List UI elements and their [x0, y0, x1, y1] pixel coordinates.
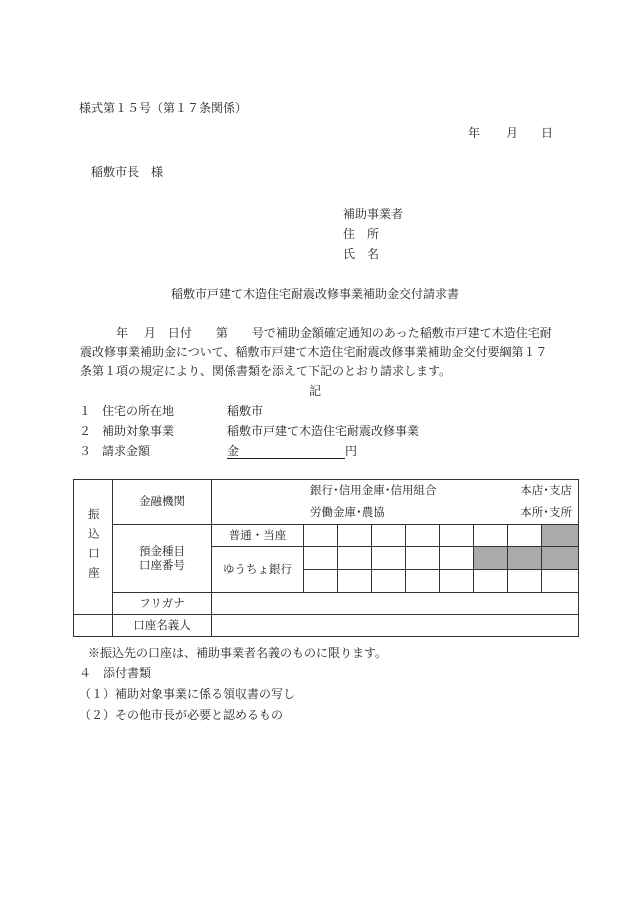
institution-types-2: 労働金庫･農協: [310, 505, 385, 520]
date-year: 年: [468, 126, 481, 140]
address-label: 住 所: [343, 227, 380, 241]
digit-cell[interactable]: [474, 525, 508, 547]
deposit-type-normal[interactable]: 普通・当座: [212, 525, 304, 547]
bank-account-table: [73, 479, 579, 637]
ki-heading: 記: [308, 384, 321, 398]
digit-cell[interactable]: [508, 525, 542, 547]
item-value: 稲敷市戸建て木造住宅耐震改修事業: [227, 424, 420, 438]
account-note: ※振込先の口座は、補助事業者名義のものに限ります。: [88, 646, 388, 660]
institution-line-1[interactable]: [212, 480, 579, 503]
digit-cell[interactable]: [304, 570, 338, 593]
digit-cell-disabled: [474, 547, 508, 570]
item-label: 補助対象事業: [102, 424, 175, 438]
digit-cell[interactable]: [542, 570, 579, 593]
furigana-label: フリガナ: [113, 593, 212, 615]
amount-suffix: 円: [345, 444, 358, 458]
digit-cell[interactable]: [440, 525, 474, 547]
holder-label: 口座名義人: [113, 615, 212, 637]
digit-cell-disabled: [508, 547, 542, 570]
side-label: 振込口座: [86, 508, 101, 586]
digit-cell-disabled: [542, 547, 579, 570]
name-label: 氏 名: [343, 247, 380, 261]
body-line: 年 月 日付 第 号で補助金額確定通知のあった稲敷市戸建て木造住宅耐: [116, 326, 552, 340]
account-label: 預金種目 口座番号: [113, 525, 212, 593]
item-label: 住宅の所在地: [102, 404, 175, 418]
date-day: 日: [541, 126, 554, 140]
item-value: 稲敷市: [227, 404, 264, 418]
item-number: ２: [79, 424, 92, 438]
digit-cell[interactable]: [304, 525, 338, 547]
digit-cell[interactable]: [508, 570, 542, 593]
amount-prefix: 金: [227, 444, 240, 458]
digit-cell[interactable]: [372, 570, 406, 593]
digit-cell[interactable]: [372, 547, 406, 570]
applicant-label: 補助事業者: [343, 207, 404, 221]
body-line: 条第１項の規定により、関係書類を添えて下記のとおり請求します。: [80, 364, 452, 378]
digit-cell[interactable]: [406, 525, 440, 547]
body-line: 震改修事業補助金について、稲敷市戸建て木造住宅耐震改修事業補助金交付要綱第１７: [80, 345, 548, 359]
document-title: 稲敷市戸建て木造住宅耐震改修事業補助金交付請求書: [170, 287, 459, 301]
digit-cell-disabled: [542, 525, 579, 547]
digit-cell[interactable]: [440, 570, 474, 593]
furigana-field[interactable]: [212, 593, 579, 615]
digit-cell[interactable]: [338, 547, 372, 570]
digit-cell[interactable]: [440, 547, 474, 570]
attachments-heading: ４ 添付書類: [79, 666, 152, 680]
deposit-type-yucho[interactable]: ゆうちょ銀行: [212, 547, 304, 593]
attachment-item: （１）補助対象事業に係る領収書の写し: [79, 687, 296, 701]
digit-cell[interactable]: [338, 570, 372, 593]
digit-cell[interactable]: [338, 525, 372, 547]
side-label-cell: [74, 480, 113, 615]
item-number: １: [79, 404, 92, 418]
digit-cell[interactable]: [474, 570, 508, 593]
digit-cell[interactable]: [304, 547, 338, 570]
body-text: [80, 324, 600, 381]
branch-types-1: 本店･支店: [520, 483, 573, 498]
form-number: 様式第１５号（第１７条関係）: [79, 101, 248, 115]
digit-cell[interactable]: [372, 525, 406, 547]
institution-types-1: 銀行･信用金庫･信用組合: [310, 483, 437, 498]
amount-field: [227, 444, 357, 459]
attachment-item: （２）その他市長が必要と認めるもの: [79, 708, 284, 722]
item-label: 請求金額: [102, 444, 151, 458]
applicant-block: [343, 207, 403, 267]
attachments: [79, 666, 295, 729]
item-number: ３: [79, 444, 92, 458]
digit-cell[interactable]: [406, 547, 440, 570]
institution-label: 金融機関: [113, 480, 212, 525]
addressee: 稲敷市長 様: [91, 165, 164, 179]
digit-cell[interactable]: [406, 570, 440, 593]
holder-field[interactable]: [212, 615, 579, 637]
institution-line-2[interactable]: [212, 502, 579, 525]
holder-spacer: [74, 615, 113, 637]
date-month: 月: [506, 126, 519, 140]
branch-types-2: 本所･支所: [520, 505, 573, 520]
